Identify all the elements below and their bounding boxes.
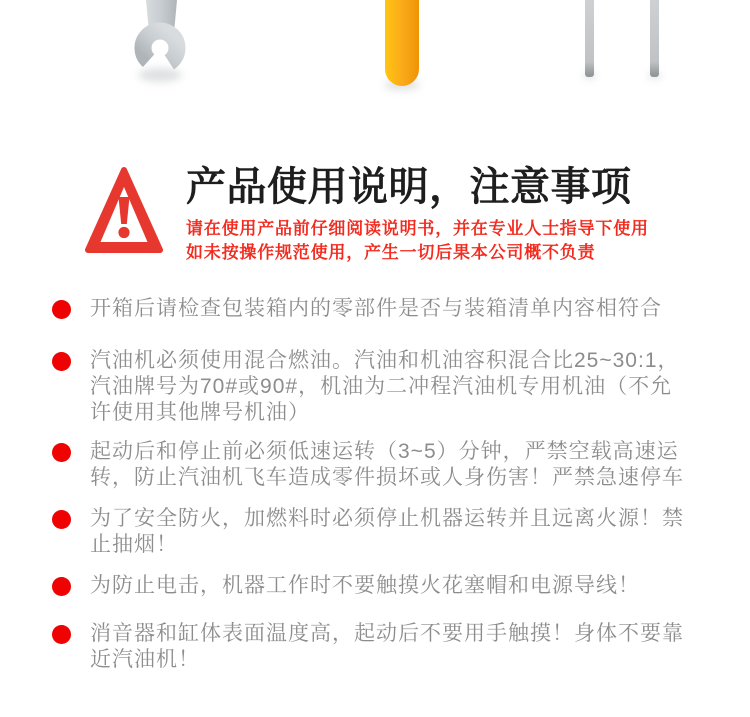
bullet-dot-icon <box>52 300 71 319</box>
warning-subtitle-line: 请在使用产品前仔细阅读说明书，并在专业人士指导下使用 <box>186 219 649 238</box>
notice-text <box>90 573 640 599</box>
notice-text <box>90 621 684 673</box>
warning-subtitle <box>186 217 649 265</box>
notice-text-line: 许使用其他牌号机油） <box>90 401 310 424</box>
notice-text-line: 止抽烟！ <box>90 533 178 556</box>
metal-rod-icon <box>585 0 594 77</box>
notice-text-line: 起动后和停止前必须低速运转（3~5）分钟，严禁空载高速运 <box>90 440 679 463</box>
bullet-dot-icon <box>52 510 71 529</box>
notice-text-line: 为防止电击，机器工作时不要触摸火花塞帽和电源导线！ <box>90 574 640 597</box>
bullet-dot-icon <box>52 352 71 371</box>
page-title: 产品使用说明，注意事项 <box>186 165 632 209</box>
bullet-dot-icon <box>52 443 71 462</box>
notice-text-line: 近汽油机！ <box>90 648 200 671</box>
notice-text-line: 为了安全防火，加燃料时必须停止机器运转并且远离火源！禁 <box>90 507 684 530</box>
notice-item <box>52 621 720 673</box>
warning-subtitle-line: 如未按操作规范使用，产生一切后果本公司概不负责 <box>186 243 596 262</box>
notice-item <box>52 506 720 558</box>
notice-text-line: 汽油机必须使用混合燃油。汽油和机油容积混合比25~30:1， <box>90 349 680 372</box>
bullet-dot-icon <box>52 625 71 644</box>
notice-text-line: 汽油牌号为70#或90#，机油为二冲程汽油机专用机油（不允 <box>90 375 673 398</box>
notice-text <box>90 439 684 491</box>
notice-text-line: 开箱后请检查包装箱内的零部件是否与装箱清单内容相符合 <box>90 297 662 320</box>
screwdriver-handle <box>385 0 419 86</box>
notice-item <box>52 296 720 322</box>
notice-text <box>90 296 662 322</box>
tools-photo-strip <box>0 0 750 100</box>
notice-item <box>52 348 720 426</box>
metal-rod-icon <box>650 0 659 77</box>
notice-text <box>90 348 680 426</box>
notice-list <box>52 296 720 673</box>
notice-text-line: 消音器和缸体表面温度高，起动后不要用手触摸！身体不要靠 <box>90 622 684 645</box>
notice-item <box>52 439 720 491</box>
wrench-icon <box>131 0 191 78</box>
bullet-dot-icon <box>52 577 71 596</box>
notice-item <box>52 573 720 599</box>
notice-text <box>90 506 684 558</box>
warning-triangle-icon <box>84 166 164 254</box>
notice-text-line: 转，防止汽油机飞车造成零件损坏或人身伤害！严禁急速停车 <box>90 466 684 489</box>
